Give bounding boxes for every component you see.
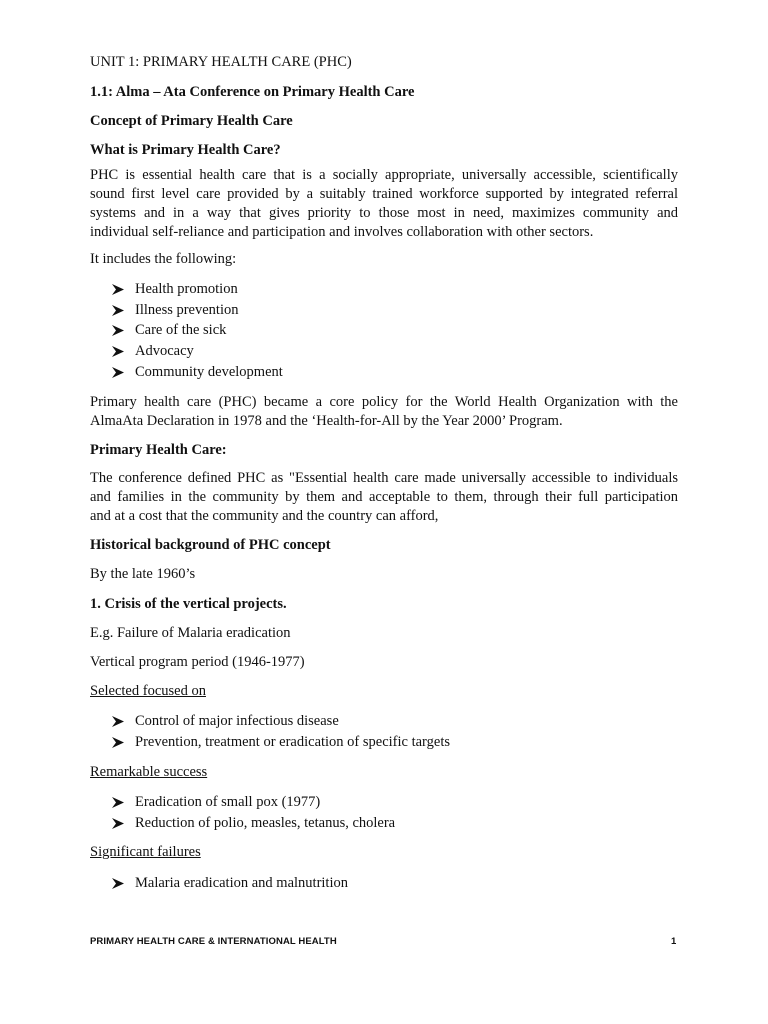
policy-line: AlmaAta Declaration in 1978 and the ‘Health-for-All by the Year 2000’ Program.	[90, 413, 563, 429]
list-item	[112, 362, 283, 383]
conference-line: The conference defined PHC as "Essential health care made universally accessible to individuals	[90, 470, 678, 486]
example-text: E.g. Failure of Malaria eradication	[90, 625, 291, 641]
list-item	[112, 300, 283, 321]
list-item-text: Malaria eradication and malnutrition	[135, 875, 348, 891]
historical-heading: Historical background of PHC concept	[90, 537, 331, 553]
phc-heading: Primary Health Care:	[90, 442, 227, 458]
vertical-period-text: Vertical program period (1946-1977)	[90, 654, 305, 670]
list-item	[112, 792, 395, 813]
selected-list	[112, 711, 450, 752]
failures-heading: Significant failures	[90, 844, 201, 860]
arrow-bullet-icon	[112, 797, 124, 808]
page-number: 1	[671, 936, 677, 947]
concept-heading: Concept of Primary Health Care	[90, 113, 293, 129]
arrow-bullet-icon	[112, 818, 124, 829]
definition-line: individual self-reliance and participation and involves collaboration with other sectors.	[90, 224, 594, 240]
arrow-bullet-icon	[112, 325, 124, 336]
conference-paragraph	[90, 469, 678, 526]
policy-line: Primary health care (PHC) became a core policy for the World Health Organization with the	[90, 394, 678, 410]
conference-line: and families in the community by them and acceptable to them, through their full participation	[90, 489, 678, 505]
arrow-bullet-icon	[112, 305, 124, 316]
list-item-text: Control of major infectious disease	[135, 713, 339, 729]
arrow-bullet-icon	[112, 284, 124, 295]
section-heading: 1.1: Alma – Ata Conference on Primary Health Care	[90, 84, 415, 100]
list-item	[112, 320, 283, 341]
policy-paragraph	[90, 393, 678, 431]
success-list	[112, 792, 395, 833]
footer-title: PRIMARY HEALTH CARE & INTERNATIONAL HEALTH	[90, 936, 337, 947]
list-item	[112, 873, 348, 894]
success-heading: Remarkable success	[90, 764, 208, 780]
definition-line: systems and in a way that gives priority to those most in need, maximizes community and	[90, 205, 678, 221]
includes-intro: It includes the following:	[90, 251, 237, 267]
arrow-bullet-icon	[112, 367, 124, 378]
unit-title: UNIT 1: PRIMARY HEALTH CARE (PHC)	[90, 54, 352, 70]
list-item-text: Reduction of polio, measles, tetanus, cholera	[135, 814, 396, 831]
list-item	[112, 711, 450, 732]
definition-paragraph	[90, 166, 678, 242]
definition-line: PHC is essential health care that is a socially appropriate, universally accessible, scientifically	[90, 167, 678, 183]
failures-list	[112, 873, 348, 894]
list-item-text: Health promotion	[135, 281, 238, 297]
selected-heading: Selected focused on	[90, 683, 206, 699]
includes-list	[112, 279, 283, 382]
list-item-text: Advocacy	[135, 343, 194, 360]
arrow-bullet-icon	[112, 346, 124, 357]
crisis-heading: 1. Crisis of the vertical projects.	[90, 596, 287, 612]
list-item-text: Community development	[135, 363, 283, 380]
list-item-text: Prevention, treatment or eradication of specific targets	[135, 733, 450, 750]
arrow-bullet-icon	[112, 878, 124, 889]
definition-line: sound first level care provided by a suitably trained workforce supported by integrated referral	[90, 186, 678, 202]
arrow-bullet-icon	[112, 716, 124, 727]
list-item	[112, 813, 395, 834]
list-item	[112, 279, 283, 300]
list-item	[112, 732, 450, 753]
list-item	[112, 341, 283, 362]
list-item-text: Illness prevention	[135, 301, 239, 318]
what-heading: What is Primary Health Care?	[90, 142, 281, 158]
arrow-bullet-icon	[112, 737, 124, 748]
list-item-text: Eradication of small pox (1977)	[135, 794, 321, 810]
conference-line: and at a cost that the community and the country can afford,	[90, 508, 439, 524]
late-1960s-text: By the late 1960’s	[90, 566, 196, 582]
list-item-text: Care of the sick	[135, 322, 227, 339]
